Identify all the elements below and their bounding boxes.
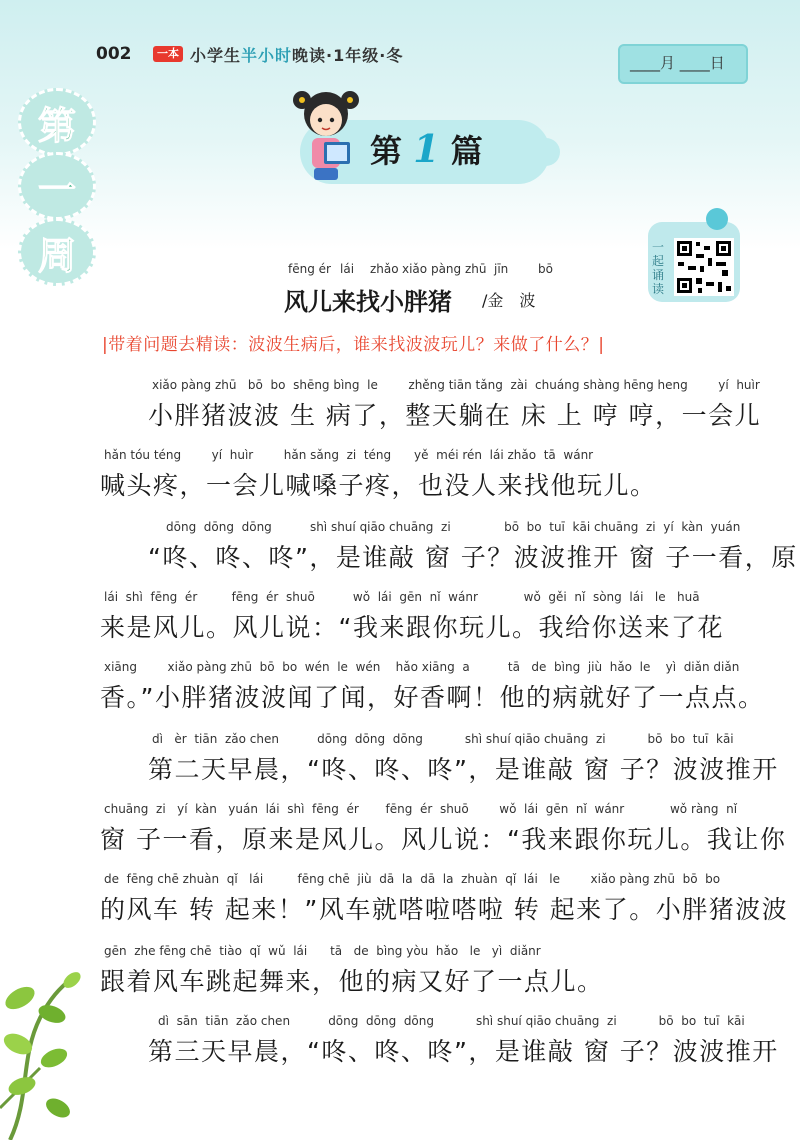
book-title-post: 晚读·1年级·冬 bbox=[292, 46, 404, 65]
line-pinyin: chuāng zi yí kàn yuán lái shì fēng ér fēng ér shuō wǒ lái gēn nǐ wánr wǒ ràng nǐ bbox=[104, 802, 738, 816]
page-number: 002 bbox=[96, 44, 132, 64]
line-pinyin: de fēng chē zhuàn qǐ lái fēng chē jiù dā la dā la zhuàn qǐ lái le xiǎo pàng zhū bō bo bbox=[104, 872, 721, 886]
text-title: 风儿来找小胖猪 bbox=[284, 288, 452, 316]
line-text: 的风车 转 起来！”风车就嗒啦嗒啦 转 起来了。小胖猪波波 bbox=[100, 895, 789, 924]
chapter-cloud-tail bbox=[520, 138, 560, 166]
week-char bbox=[18, 88, 96, 156]
title-pinyin: jīn bbox=[494, 262, 509, 276]
line-text: 香。”小胖猪波波闻了闻，好香啊！他的病就好了一点点。 bbox=[100, 683, 765, 712]
line-text: 第二天早晨，“咚、咚、咚”，是谁敲 窗 子？波波推开 bbox=[148, 755, 779, 784]
line-pinyin: dì èr tiān zǎo chen dōng dōng dōng shì shuí qiāo chuāng zi bō bo tuī kāi bbox=[152, 732, 734, 746]
series-badge: 一本 bbox=[153, 46, 183, 62]
line-pinyin: hǎn tóu téng yí huìr hǎn sǎng zi téng yě méi rén lái zhǎo tā wánr bbox=[104, 448, 594, 462]
line-pinyin: xiǎo pàng zhū bō bo shēng bìng le zhěng tiān tǎng zài chuáng shàng hēng heng yí huìr bbox=[152, 378, 760, 392]
chapter-post: 篇 bbox=[450, 132, 483, 170]
date-fill-in: ____月 ____日 bbox=[630, 54, 725, 72]
title-pinyin: bō bbox=[538, 262, 553, 276]
title-pinyin: zhǎo bbox=[370, 262, 399, 276]
qr-code-icon[interactable] bbox=[674, 238, 734, 296]
week-char bbox=[18, 218, 96, 286]
reading-question: |带着问题去精读：波波生病后，谁来找波波玩儿？来做了什么？| bbox=[102, 335, 605, 355]
book-title bbox=[190, 43, 403, 66]
reading-girl-illustration bbox=[288, 82, 364, 182]
title-pinyin: fēng ér bbox=[288, 262, 331, 276]
line-pinyin: dōng dōng dōng shì shuí qiāo chuāng zi bō bo tuī kāi chuāng zi yí kàn yuán bbox=[166, 520, 741, 534]
author: /金 波 bbox=[482, 291, 536, 310]
line-text: 跟着风车跳起舞来，他的病又好了一点儿。 bbox=[100, 967, 604, 996]
line-pinyin: lái shì fēng ér fēng ér shuō wǒ lái gēn nǐ wánr wǒ gěi nǐ sòng lái le huā bbox=[104, 590, 700, 604]
line-text: 小胖猪波波 生 病了，整天躺在 床 上 哼 哼，一会儿 bbox=[148, 401, 762, 430]
plant-decoration bbox=[0, 958, 90, 1140]
line-text: 第三天早晨，“咚、咚、咚”，是谁敲 窗 子？波波推开 bbox=[148, 1037, 779, 1066]
line-pinyin: gēn zhe fēng chē tiào qǐ wǔ lái tā de bìng yòu hǎo le yì diǎnr bbox=[104, 944, 541, 958]
week-char-text: 一 bbox=[37, 166, 76, 212]
line-text: “咚、咚、咚”，是谁敲 窗 子？波波推开 窗 子一看，原 bbox=[148, 543, 798, 572]
chapter-title bbox=[370, 126, 483, 172]
line-text: 窗 子一看，原来是风儿。风儿说：“我来跟你玩儿。我让你 bbox=[100, 825, 787, 854]
bird-icon bbox=[706, 208, 728, 230]
line-text: 喊头疼，一会儿喊嗓子疼，也没人来找他玩儿。 bbox=[100, 471, 657, 500]
book-title-highlight: 半小时 bbox=[241, 46, 293, 65]
week-char-text: 第 bbox=[37, 102, 76, 148]
week-char-text: 周 bbox=[37, 232, 76, 278]
qr-label: 一起诵读 bbox=[652, 240, 665, 296]
chapter-pre: 第 bbox=[370, 132, 403, 170]
book-title-pre: 小学生 bbox=[190, 46, 242, 65]
line-text: 来是风儿。风儿说：“我来跟你玩儿。我给你送来了花 bbox=[100, 613, 724, 642]
line-pinyin: dì sān tiān zǎo chen dōng dōng dōng shì shuí qiāo chuāng zi bō bo tuī kāi bbox=[158, 1014, 745, 1028]
chapter-number: 1 bbox=[413, 126, 440, 171]
week-char bbox=[18, 152, 96, 220]
line-pinyin: xiāng xiǎo pàng zhū bō bo wén le wén hǎo xiāng a tā de bìng jiù hǎo le yì diǎn diǎn bbox=[104, 660, 740, 674]
title-pinyin: xiǎo pàng zhū bbox=[402, 262, 487, 276]
title-pinyin: lái bbox=[340, 262, 355, 276]
